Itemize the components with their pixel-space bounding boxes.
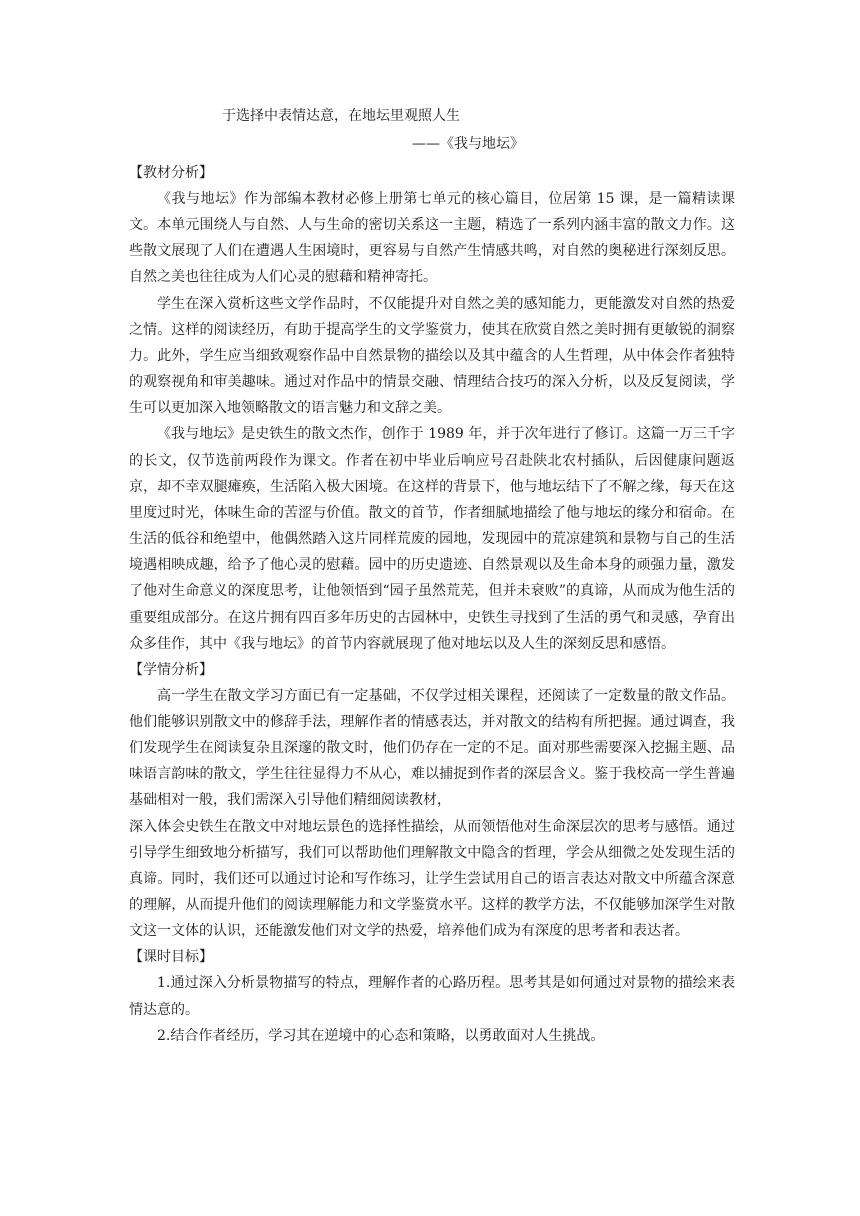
paragraph: 《我与地坛》作为部编本教材必修上册第七单元的核心篇目，位居第 15 课，是一篇精读课文。本单元围绕人与自然、人与生命的密切关系这一主题，精选了一系列内涵丰富的散文力作。这些散文展现了人们在遭遇人生困境时，更容易与自然产生情感共鸣，对自然的奥秘进行深刻反思。自然之美也往往成为人们心灵的慰藉和精神寄托。 — [129, 191, 735, 286]
document-title: 于选择中表情达意，在地坛里观照人生 — [222, 108, 460, 124]
document-body — [129, 160, 735, 1049]
document-source: ——《我与地坛》 — [412, 136, 524, 152]
section-heading-textbook-analysis: 【教材分析】 — [129, 165, 213, 181]
section-heading-student-analysis: 【学情分析】 — [129, 661, 213, 678]
goal-item: 2.结合作者经历，学习其在逆境中的心态和策略，以勇敢面对人生挑战。 — [157, 1027, 605, 1044]
section-heading-lesson-goals: 【课时目标】 — [129, 949, 213, 966]
paragraph: 《我与地坛》是史铁生的散文杰作，创作于 1989 年，并于次年进行了修订。这篇一万三千字的长文，仅节选前两段作为课文。作者在初中毕业后响应号召赴陕北农村插队，后因健康问题返京，却不幸双腿瘫痪，生活陷入极大困境。在这样的背景下，他与地坛结下了不解之缘，每天在这里度过时光，体味生命的苦涩与价值。散文的首节，作者细腻地描绘了他与地坛的缘分和宿命。在生活的低谷和绝望中，他偶然踏入这片同样荒废的园地，发现园中的荒凉建筑和景物与自己的生活境遇相映成趣，给予了他心灵的慰藉。园中的历史遗迹、自然景观以及生命本身的顽强力量，激发了他对生命意义的深度思考，让他领悟到“园子虽然荒芜，但并未衰败”的真谛，从而成为他生活的重要组成部分。在这片拥有四百多年历史的古园林中，史铁生寻找到了生活的勇气和灵感，孕育出众多佳作，其中《我与地坛》的首节内容就展现了他对地坛以及人生的深刻反思和感悟。 — [129, 426, 735, 652]
paragraph: 深入体会史铁生在散文中对地坛景色的选择性描绘，从而领悟他对生命深层次的思考与感悟。通过引导学生细致地分析描写，我们可以帮助他们理解散文中隐含的哲理，学会从细微之处发现生活的真谛。同时，我们还可以通过讨论和写作练习，让学生尝试用自己的语言表达对散文中所蕴含深意的理解，从而提升他们的阅读理解能力和文学鉴赏水平。这样的教学方法，不仅能够加深学生对散文这一文体的认识，还能激发他们对文学的热爱，培养他们成为有深度的思考者和表达者。 — [129, 818, 735, 940]
paragraph: 学生在深入赏析这些文学作品时，不仅能提升对自然之美的感知能力，更能激发对自然的热爱之情。这样的阅读经历，有助于提高学生的文学鉴赏力，使其在欣赏自然之美时拥有更敏锐的洞察力。此外，学生应当细致观察作品中自然景物的描绘以及其中蕴含的人生哲理，从中体会作者独特的观察视角和审美趣味。通过对作品中的情景交融、情理结合技巧的深入分析，以及反复阅读，学生可以更加深入地领略散文的语言魅力和文辞之美。 — [129, 295, 735, 417]
goal-item: 1.通过深入分析景物描写的特点，理解作者的心路历程。思考其是如何通过对景物的描绘来表情达意的。 — [129, 975, 735, 1018]
paragraph: 高一学生在散文学习方面已有一定基础，不仅学过相关课程，还阅读了一定数量的散文作品。他们能够识别散文中的修辞手法，理解作者的情感表达，并对散文的结构有所把握。通过调查，我们发现学生在阅读复杂且深邃的散文时，他们仍存在一定的不足。面对那些需要深入挖掘主题、品味语言韵味的散文，学生往往显得力不从心，难以捕捉到作者的深层含义。鉴于我校高一学生普遍基础相对一般，我们需深入引导他们精细阅读教材， — [129, 687, 735, 809]
